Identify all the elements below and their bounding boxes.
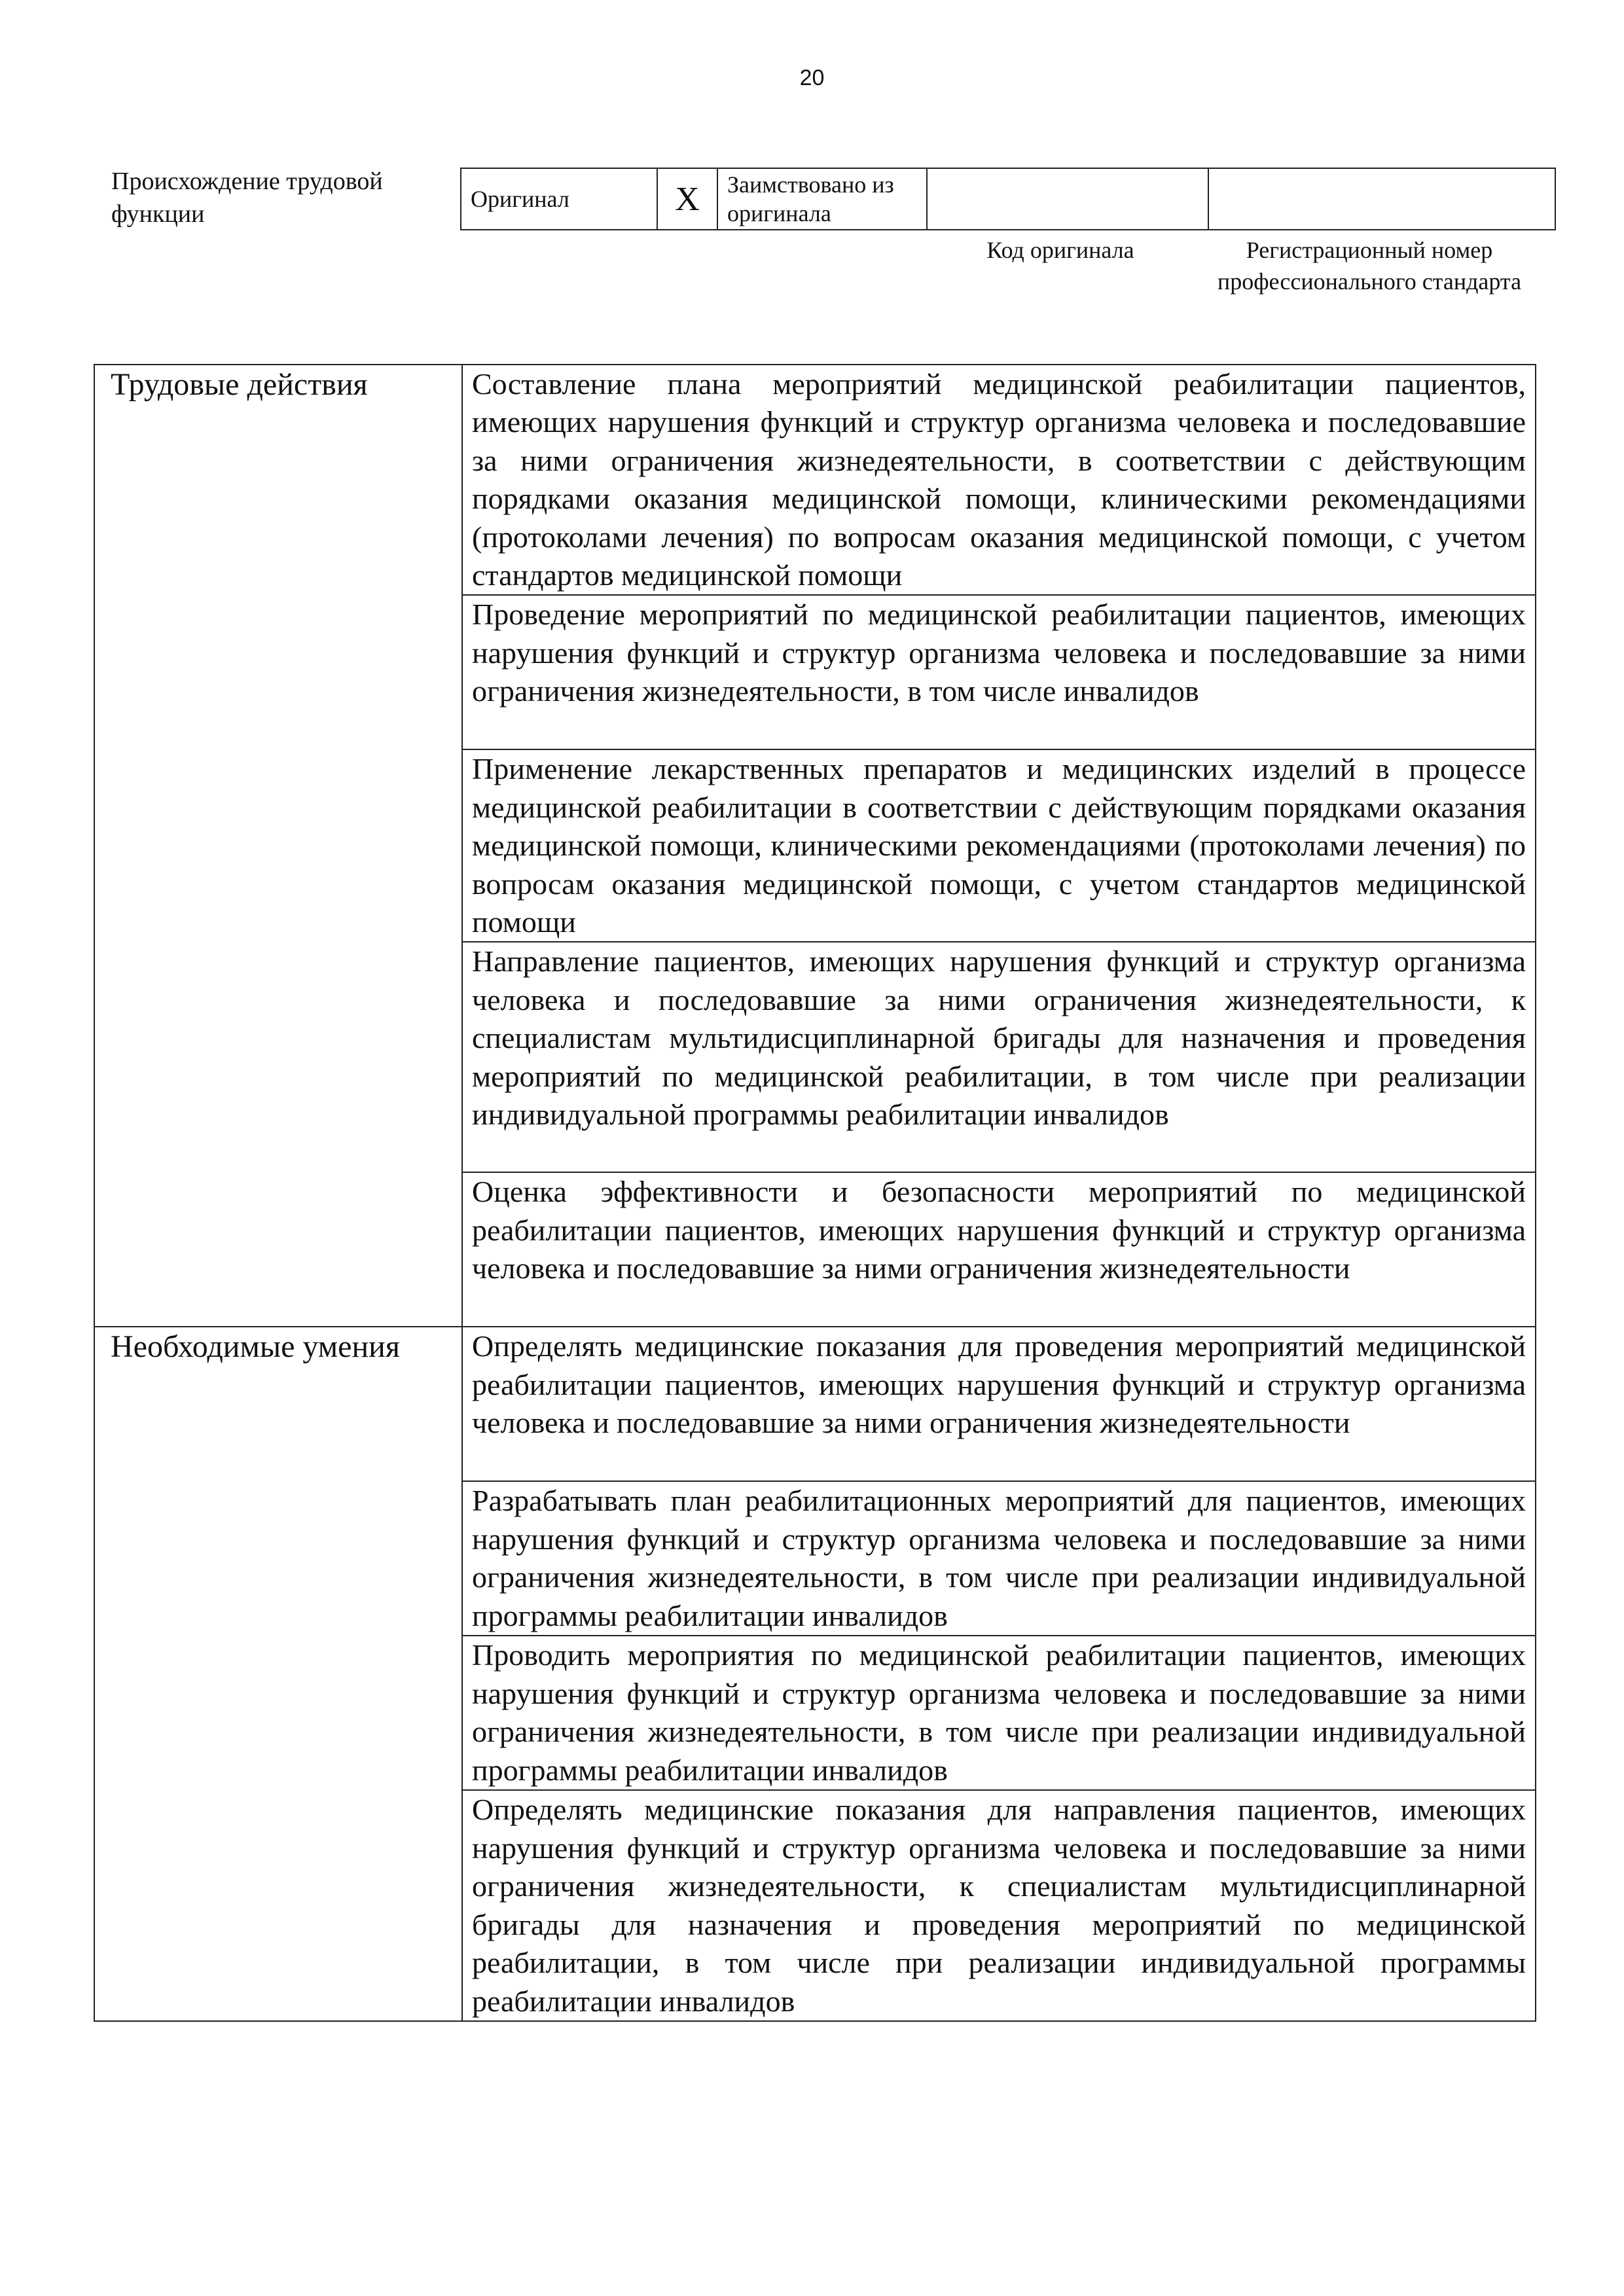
table-cell: Проводить мероприятия по медицинской реабилитации пациентов, имеющих нарушения функций и структур организма человека и последовавшие за ними ограничения жизнедеятельности, в том числе при реализации индивидуальной программы реабилитации инвалидов bbox=[462, 1636, 1536, 1790]
section-label-required-skills: Необходимые умения bbox=[94, 1327, 462, 2020]
table-cell: Определять медицинские показания для направления пациентов, имеющих нарушения функций и структур организма человека и последовавшие за ними ограничения жизнедеятельности, к специалистам мультидисциплинарной бригады для назначения и проведения мероприятий по медицинской реабилитации, в том числе при реализации индивидуальной программы реабилитации инвалидов bbox=[462, 1790, 1536, 2020]
table-row bbox=[94, 1327, 1536, 1481]
page-number: 20 bbox=[799, 65, 825, 90]
table-cell: Применение лекарственных препаратов и медицинских изделий в процессе медицинской реабилитации в соответствии с действующим порядками оказания медицинской помощи, клиническими рекомендациями (протоколами лечения) по вопросам оказания медицинской помощи, с учетом стандартов медицинской помощи bbox=[462, 749, 1536, 942]
origin-label: Происхождение трудовой функции bbox=[111, 168, 383, 228]
table-cell: Определять медицинские показания для проведения мероприятий медицинской реабилитации пациентов, имеющих нарушения функций и структур организма человека и последовавшие за ними ограничения жизнедеятельности bbox=[462, 1327, 1536, 1481]
table-row bbox=[94, 365, 1536, 595]
table-cell: Оценка эффективности и безопасности мероприятий по медицинской реабилитации пациентов, имеющих нарушения функций и структур организма человека и последовавшие за ними ограничения жизнедеятельности bbox=[462, 1172, 1536, 1327]
labor-function-table bbox=[94, 364, 1536, 2022]
table-cell: Составление плана мероприятий медицинской реабилитации пациентов, имеющих нарушения функций и структур организма человека и последовавшие за ними ограничения жизнедеятельности, в соответствии с действующим порядками оказания медицинской помощи, клиническими рекомендациями (протоколами лечения) по вопросам оказания медицинской помощи, с учетом стандартов медицинской помощи bbox=[462, 365, 1536, 595]
original-mark: X bbox=[657, 168, 717, 230]
borrowed-label: Заимствовано из оригинала bbox=[717, 168, 927, 230]
registration-number-field bbox=[1208, 168, 1555, 230]
original-label: Оригинал bbox=[461, 168, 657, 230]
table-cell: Разрабатывать план реабилитационных мероприятий для пациентов, имеющих нарушения функций и структур организма человека и последовавшие за ними ограничения жизнедеятельности, в том числе при реализации индивидуальной программы реабилитации инвалидов bbox=[462, 1481, 1536, 1636]
registration-number-caption: Регистрационный номер профессионального стандарта bbox=[1217, 237, 1522, 295]
origin-table bbox=[460, 168, 1556, 230]
table-cell: Направление пациентов, имеющих нарушения функций и структур организма человека и последовавшие за ними ограничения жизнедеятельности, к специалистам мультидисциплинарной бригады для назначения и проведения мероприятий по медицинской реабилитации, в том числе при реализации индивидуальной программы реабилитации инвалидов bbox=[462, 942, 1536, 1172]
table-cell: Проведение мероприятий по медицинской реабилитации пациентов, имеющих нарушения функций и структур организма человека и последовавшие за ними ограничения жизнедеятельности, в том числе инвалидов bbox=[462, 595, 1536, 749]
section-label-labor-actions: Трудовые действия bbox=[94, 365, 462, 1327]
original-code-field bbox=[927, 168, 1208, 230]
original-code-caption: Код оригинала bbox=[986, 237, 1134, 263]
